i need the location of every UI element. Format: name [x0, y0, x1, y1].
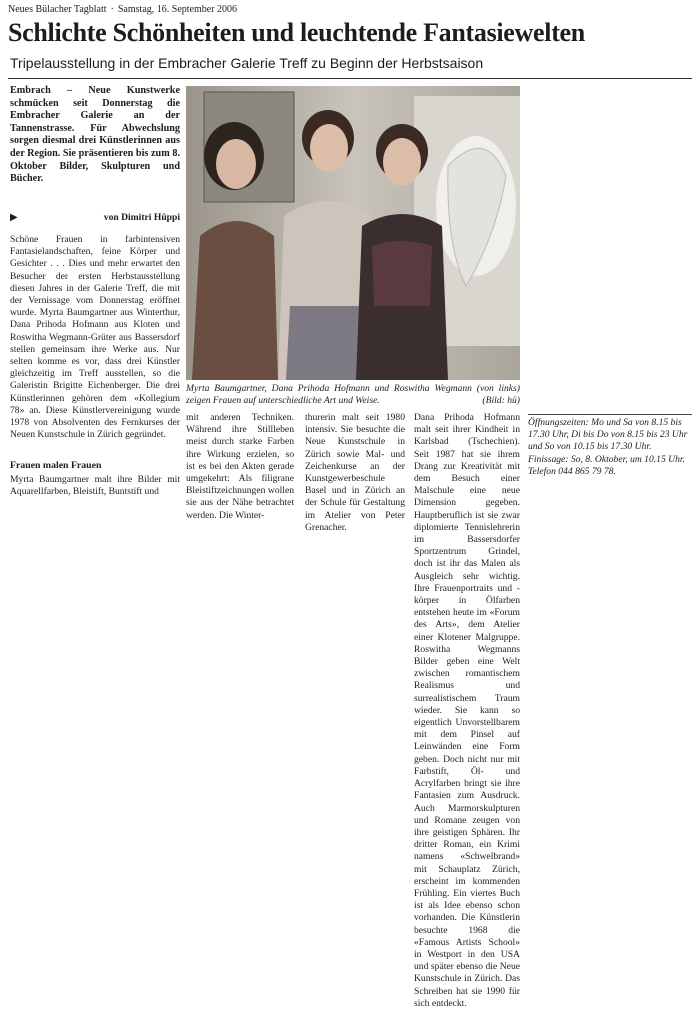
photo-caption	[186, 383, 520, 407]
headline: Schlichte Schönheiten und leuchtende Fantasiewelten	[8, 18, 585, 47]
photo-credit: (Bild: hü)	[482, 395, 520, 407]
caption-text: Myrta Baumgartner, Dana Prihoda Hofmann und Roswitha Wegmann (von links) zeigen Frauen auf unterschiedliche Art und Weise.	[186, 383, 520, 407]
masthead-separator: ·	[110, 4, 114, 15]
article-photo	[186, 86, 520, 380]
opening-hours: Öffnungszeiten: Mo und Sa von 8.15 bis 17.30 Uhr, Di bis Do von 8.15 bis 23 Uhr und So von 10.15 bis 17.30 Uhr. Finissage: So, 8. Oktober, um 10.15 Uhr. Telefon 044 865 79 78.	[528, 414, 692, 478]
body-column-3: thurerin malt seit 1980 intensiv. Sie besuchte die Neue Kunstschule in Zürich sowie Mal- und Zeichenkurse an der Kunstgewerbeschule Basel und in Zürich an der Schule für Gestaltung im Atelier von Peter Grenacher.	[305, 412, 405, 533]
masthead-date: Samstag, 16. September 2006	[117, 4, 238, 15]
author-name: von Dimitri Hüppi	[103, 212, 180, 223]
body-column-4: Dana Prihoda Hofmann malt seit ihrer Kindheit in Karlsbad (Tschechien). Seit 1987 hat sie ihrem Drang zur Kreativität mit dem Besuch einer Malschule eine neue Dimension gegeben. Hauptberuflich ist sie zwar diplomierte Tennislehrerin im Bassersdorfer Sportzentrum Grindel, doch ist ihr das Malen als Ausgleich sehr wichtig. Ihre Frauenportraits und -körper in Ölfarben entstehen heute im «Forum des Arts», dem Atelier einer Klotener Malgruppe. Roswitha Wegmanns Bilder geben eine Welt zwischen romantischem Realismus und surrealistischem Traum wieder. Sie kann so eigentlich Unvorstellbarem mit dem Pinsel auf Leinwänden eine Form geben. Doch nicht nur mit Farbstift, Öl- und Acrylfarben bringt sie ihre Fantasien zum Ausdruck. Auch Marmorskulpturen und Romane zeugen von ihre geistigen Sphären. Ihr dritter Roman, ein Krimi namens «Schwelbrand» mit Schauplatz Zürich, erscheint im kommenden Frühling. Ein viertes Buch ist als Idee ebenso schon vorhanden. Die Künstlerin besuchte 1968 die «Famous Artists School» in Westport in den USA und später ebenso die Neue Kunstschule in Zürich. Das Schreiben hat sie 1990 für sich entdeckt.	[414, 412, 520, 1009]
body-column-1-continued: Myrta Baumgartner malt ihre Bilder mit Aquarellfarben, Bleistift, Buntstift und	[10, 474, 180, 498]
author-line	[10, 212, 180, 223]
masthead-paper: Neues Bülacher Tagblatt	[8, 4, 107, 15]
body-column-1: Schöne Frauen in farbintensiven Fantasielandschaften, feine Körper und Gesichter . . . Dies und mehr erwartet den Besucher der ersten Herbstausstellung diesen Jahres in der Galerie Treff, die mit der Vernissage vom Donnerstag eröffnet wurde. Myrta Baumgartner aus Winterthur, Dana Prihoda Hofmann aus Kloten und Roswitha Wegmann-Grüter aus Bassersdorf stellen gemeinsam ihre Werke aus. Nur selten komme es vor, dass drei Künstler gleichzeitig im Treff ausstellen, so die Galeristin Brigitte Eichenberger. Die drei Künstlerinnen gehören dem «Kollegium 78» an. Diese Künstlervereinigung wurde 1978 von Absolventen des Fernkurses der Neuen Kunstschule in Zürich gegründet.	[10, 234, 180, 441]
masthead	[8, 4, 237, 15]
lead-paragraph: Embrach – Neue Kunstwerke schmücken seit Donnerstag die Embracher Galerie an der Tannenstrasse. Für Abwechslung sorgen diesmal drei Künstlerinnen aus der Region. Sie präsentieren bis zum 8. Oktober Bilder, Skulpturen und Bücher.	[10, 85, 180, 185]
body-column-2: mit anderen Techniken. Während ihre Stillleben meist durch starke Farben ihre Wirkung erzielen, so ist es bei den Akten gerade umgekehrt: Als filigrane Bleistiftzeichnungen wollen sie aus der Nähe betrachtet werden. Die Winter-	[186, 412, 294, 521]
photo-illustration	[186, 86, 520, 380]
headline-rule	[8, 78, 692, 79]
triangle-icon: ▶	[10, 212, 18, 223]
subheadline: Tripelausstellung in der Embracher Galerie Treff zu Beginn der Herbstsaison	[10, 55, 484, 71]
section-subtitle: Frauen malen Frauen	[10, 460, 102, 471]
